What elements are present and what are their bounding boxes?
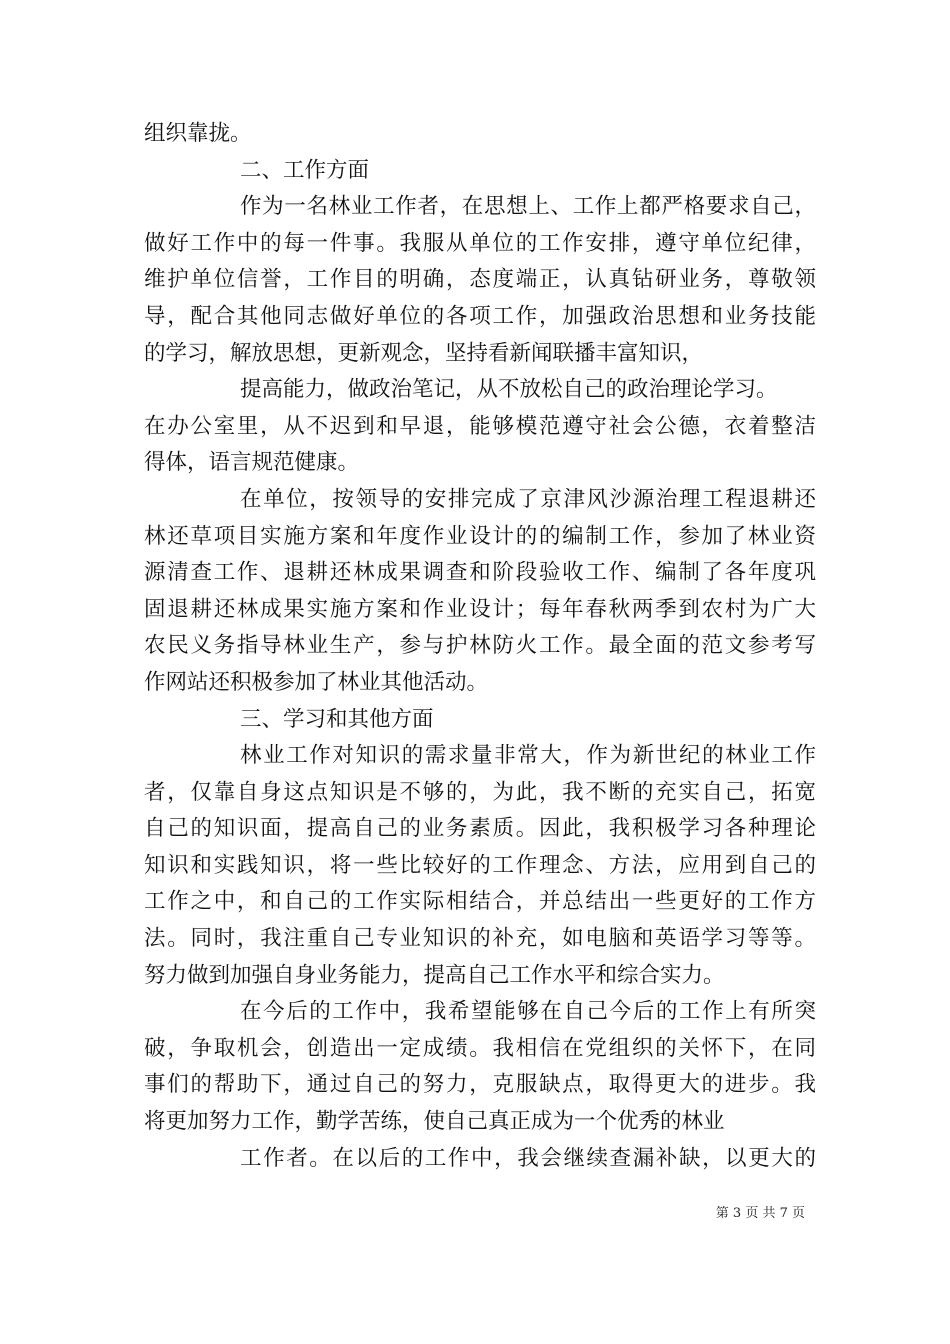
text-line: 三、学习和其他方面 xyxy=(240,706,434,732)
text-line: 工作者。在以后的工作中，我会继续查漏补缺，以更大的 xyxy=(240,1145,816,1171)
text-line: 自己的知识面，提高自己的业务素质。因此，我积极学习各种理论 xyxy=(144,816,816,842)
text-line: 作为一名林业工作者，在思想上、工作上都严格要求自己， xyxy=(240,194,816,220)
text-line: 维护单位信誉，工作目的明确，态度端正，认真钻研业务，尊敬领 xyxy=(144,267,816,293)
text-line: 努力做到加强自身业务能力，提高自己工作水平和综合实力。 xyxy=(144,962,725,988)
text-line: 作网站还积极参加了林业其他活动。 xyxy=(144,669,489,695)
text-line: 在今后的工作中，我希望能够在自己今后的工作上有所突 xyxy=(240,999,816,1025)
text-line: 在办公室里，从不迟到和早退，能够模范遵守社会公德，衣着整洁 xyxy=(144,413,816,439)
text-line: 者，仅靠自身这点知识是不够的，为此，我不断的充实自己，拓宽 xyxy=(144,779,816,805)
text-line: 源清查工作、退耕还林成果调查和阶段验收工作、编制了各年度巩 xyxy=(144,560,816,586)
text-line: 提高能力，做政治笔记，从不放松自己的政治理论学习。 xyxy=(240,377,778,403)
text-line: 林还草项目实施方案和年度作业设计的的编制工作，参加了林业资 xyxy=(144,523,816,549)
text-line: 将更加努力工作，勤学苦练，使自己真正成为一个优秀的林业 xyxy=(144,1109,725,1135)
document-body xyxy=(144,116,816,1177)
text-line: 组织靠拢。 xyxy=(144,121,252,146)
text-line: 林业工作对知识的需求量非常大，作为新世纪的林业工作 xyxy=(240,743,816,769)
page-number: 第 3 页 共 7 页 xyxy=(715,1206,805,1221)
text-line: 二、工作方面 xyxy=(240,157,370,183)
text-line: 导，配合其他同志做好单位的各项工作，加强政治思想和业务技能 xyxy=(144,303,816,329)
text-line: 破，争取机会，创造出一定成绩。我相信在党组织的关怀下，在同 xyxy=(144,1035,816,1061)
text-line: 得体，语言规范健康。 xyxy=(144,450,360,476)
text-line: 事们的帮助下，通过自己的努力，克服缺点，取得更大的进步。我 xyxy=(144,1072,816,1098)
text-line: 知识和实践知识，将一些比较好的工作理念、方法，应用到自己的 xyxy=(144,852,816,878)
text-line: 在单位，按领导的安排完成了京津风沙源治理工程退耕还 xyxy=(240,486,816,512)
text-line: 的学习，解放思想，更新观念，坚持看新闻联播丰富知识， xyxy=(144,340,704,366)
text-line: 做好工作中的每一件事。我服从单位的工作安排，遵守单位纪律， xyxy=(144,230,816,256)
text-line: 农民义务指导林业生产，参与护林防火工作。最全面的范文参考写 xyxy=(144,633,816,659)
text-line: 法。同时，我注重自己专业知识的补充，如电脑和英语学习等等。 xyxy=(144,926,816,952)
text-line: 固退耕还林成果实施方案和作业设计；每年春秋两季到农村为广大 xyxy=(144,596,816,622)
text-line: 工作之中，和自己的工作实际相结合，并总结出一些更好的工作方 xyxy=(144,889,816,915)
